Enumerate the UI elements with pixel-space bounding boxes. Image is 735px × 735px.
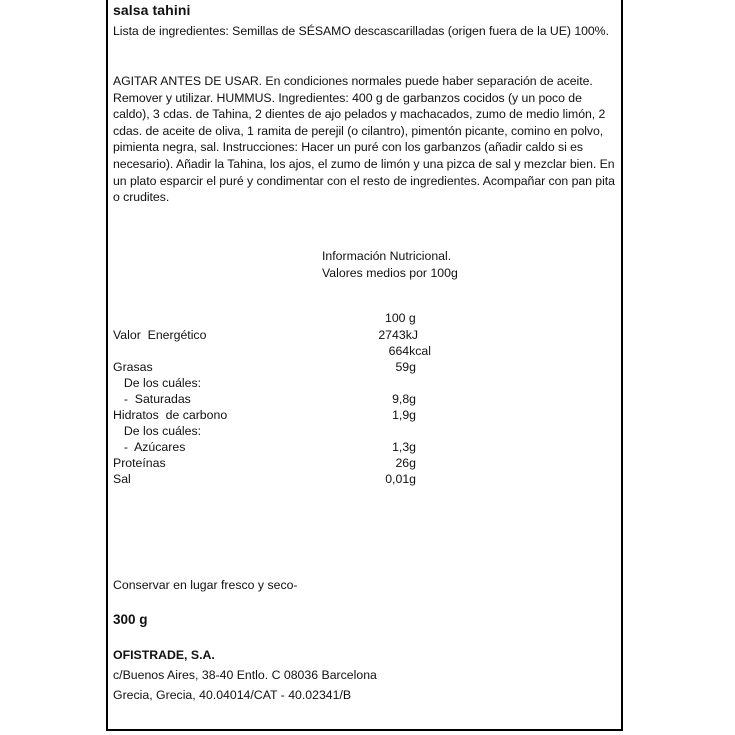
nutrition-row-value: 1,9g (392, 408, 416, 422)
nutrition-heading-line2: Valores medios por 100g (322, 266, 458, 280)
nutrition-row-value: 9,8g (392, 392, 416, 406)
company-address-line1: c/Buenos Aires, 38-40 Entlo. C 08036 Barcelona (113, 668, 377, 682)
nutrition-row-label: Sal (113, 472, 131, 486)
nutrition-row-label: Proteínas (113, 456, 166, 470)
nutrition-row-label: De los cuáles: (117, 376, 202, 390)
ingredients-text: Lista de ingredientes: Semillas de SÉSAMO descascarilladas (origen fuera de la UE) 100%. (113, 24, 609, 38)
storage-instructions: Conservar en lugar fresco y seco- (113, 578, 298, 592)
nutrition-row-label: - Azúcares (117, 440, 186, 454)
nutrition-row-label: Hidratos de carbono (113, 408, 228, 422)
nutrition-row-value: 664kcal (388, 344, 431, 358)
instructions-text: AGITAR ANTES DE USAR. En condiciones normales puede haber separación de aceite. Remover y utilizar. HUMMUS. Ingredientes: 400 g de garbanzos cocidos (y un poco de caldo), 3 cdas. de Tahina, 2 dientes de ajo pelados y machacados, zumo de medio limón, 2 cdas. de aceite de oliva, 1 ramita de perejil (o cilantro), pimentón picante, comino en polvo, pimienta negra, sal. Instrucciones: Hacer un puré con los garbanzos (añadir caldo si es necesario). Añadir la Tahina, los ajos, el zumo de limón y una pizca de sal y mezclar bien. En un plato esparcir el puré y condimentar con el resto de ingredientes. Acompañar con pan pita o crudites. (113, 74, 615, 205)
nutrition-row-value: 26g (395, 456, 416, 470)
nutrition-row-label: De los cuáles: (117, 424, 202, 438)
company-address-line2: Grecia, Grecia, 40.04014/CAT - 40.02341/B (113, 688, 352, 702)
company-name: OFISTRADE, S.A. (113, 648, 215, 662)
nutrition-row-label: Grasas (113, 360, 153, 374)
net-weight: 300 g (113, 612, 148, 627)
nutrition-heading (322, 248, 458, 282)
nutrition-row-label: - Saturadas (117, 392, 191, 406)
nutrition-column-header: 100 g (385, 311, 416, 325)
nutrition-heading-line1: Información Nutricional. (322, 249, 452, 263)
nutrition-row-value: 59g (395, 360, 416, 374)
nutrition-row-value: 1,3g (392, 440, 416, 454)
nutrition-row-label: Valor Energético (113, 328, 207, 342)
nutrition-row-value: 0,01g (385, 472, 416, 486)
nutrition-row-value: 2743kJ (378, 328, 418, 342)
product-title: salsa tahini (113, 2, 191, 18)
